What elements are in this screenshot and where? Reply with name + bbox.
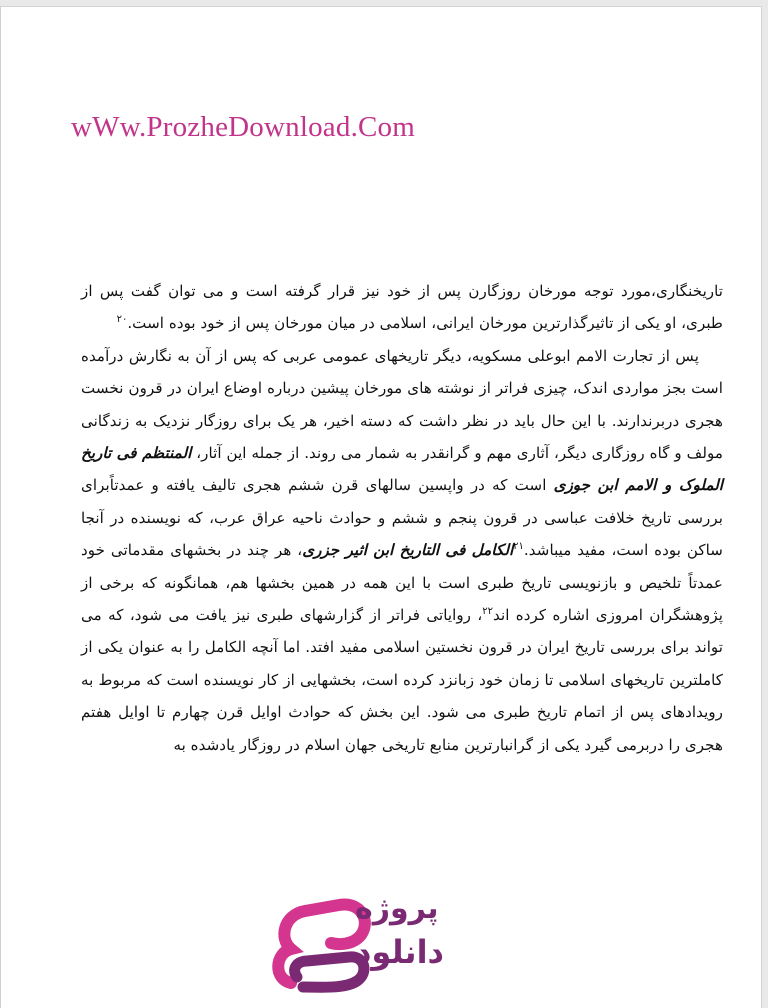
book-title: المنتظم فی تاریخ الملوک و الامم ابن جوزی	[81, 444, 723, 495]
paragraph	[81, 340, 723, 761]
text-run: پس از تجارت الامم ابوعلی مسکویه، دیگر تاریخهای عمومی عربی که پس از آن به نگارش درآمده است بجز مواردی اندک، چیزی فراتر از نوشته های مورخان پیشین درباره اوضاع ایران در قرون نخست هجری دربرندارند. با این حال باید در نظر داشت که دسته اخیر، هر یک برای روزگار نزدیک به زندگانی مولف و گاه روزگاری دیگر، آثاری مهم و گرانقدر به شمار می روند. از جمله این آثار،	[81, 346, 724, 463]
book-title: الکامل فی التاریخ ابن اثیر جزری	[302, 541, 514, 560]
footnote-ref: ۲۰	[116, 314, 128, 326]
footnote-ref: ۲۱	[513, 541, 524, 553]
text-run: ، روایاتی فراتر از گزارشهای طبری نیز یافت می شود، که می تواند برای بررسی تاریخ ایران در قرون نخستین اسلامی مفید افتد. اما آنچه الکامل را به عنوان یکی از کاملترین تاریخهای اسلامی تا زمان خود زبانزد کرده است، بخشهایی از کار نویسنده است که مربوط به رویدادهای پس از اتمام تاریخ طبری می شود. این بخش که حوادث اوایل قرن چهارم تا اوایل هفتم هجری را دربرمی گیرد یکی از گرانبارترین منابع تاریخی جهان اسلام در روزگار یادشده به	[81, 606, 723, 754]
watermark-url: wWw.ProzheDownload.Com	[71, 111, 416, 143]
text-run: ، هر چند در بخشهای مقدماتی خود عمدتاً تلخیص و بازنویسی تاریخ طبری است با این همه در همین بخشها هم، همانگونه که برخی از پژوهشگران امروزی اشاره کرده اند	[81, 541, 723, 625]
text-run: تاریخنگاری،مورد توجه مورخان روزگارن پس از خود نیز قرار گرفته است و می توان گفت پس از طبری، او یکی از تاثیرگذارترین مورخان ایرانی، اسلامی در میان مورخان پس از خود بوده است.	[81, 282, 723, 333]
text-run: است که در واپسین سالهای قرن ششم هجری تالیف یافته و عمدتاًبرای بررسی تاریخ خلافت عباسی در قرون پنجم و ششم و حوادث ناحیه عراق عرب، که نویسنده در آنجا ساکن بوده است، مفید میباشد.	[81, 476, 723, 560]
footnote-ref: ۲۲	[482, 606, 494, 617]
site-logo	[269, 887, 469, 1007]
logo-line1: پروژه	[355, 891, 439, 926]
body-text	[81, 275, 723, 761]
document-page	[0, 6, 762, 1008]
paragraph	[81, 275, 723, 340]
logo-line2: دانلود	[355, 933, 444, 971]
